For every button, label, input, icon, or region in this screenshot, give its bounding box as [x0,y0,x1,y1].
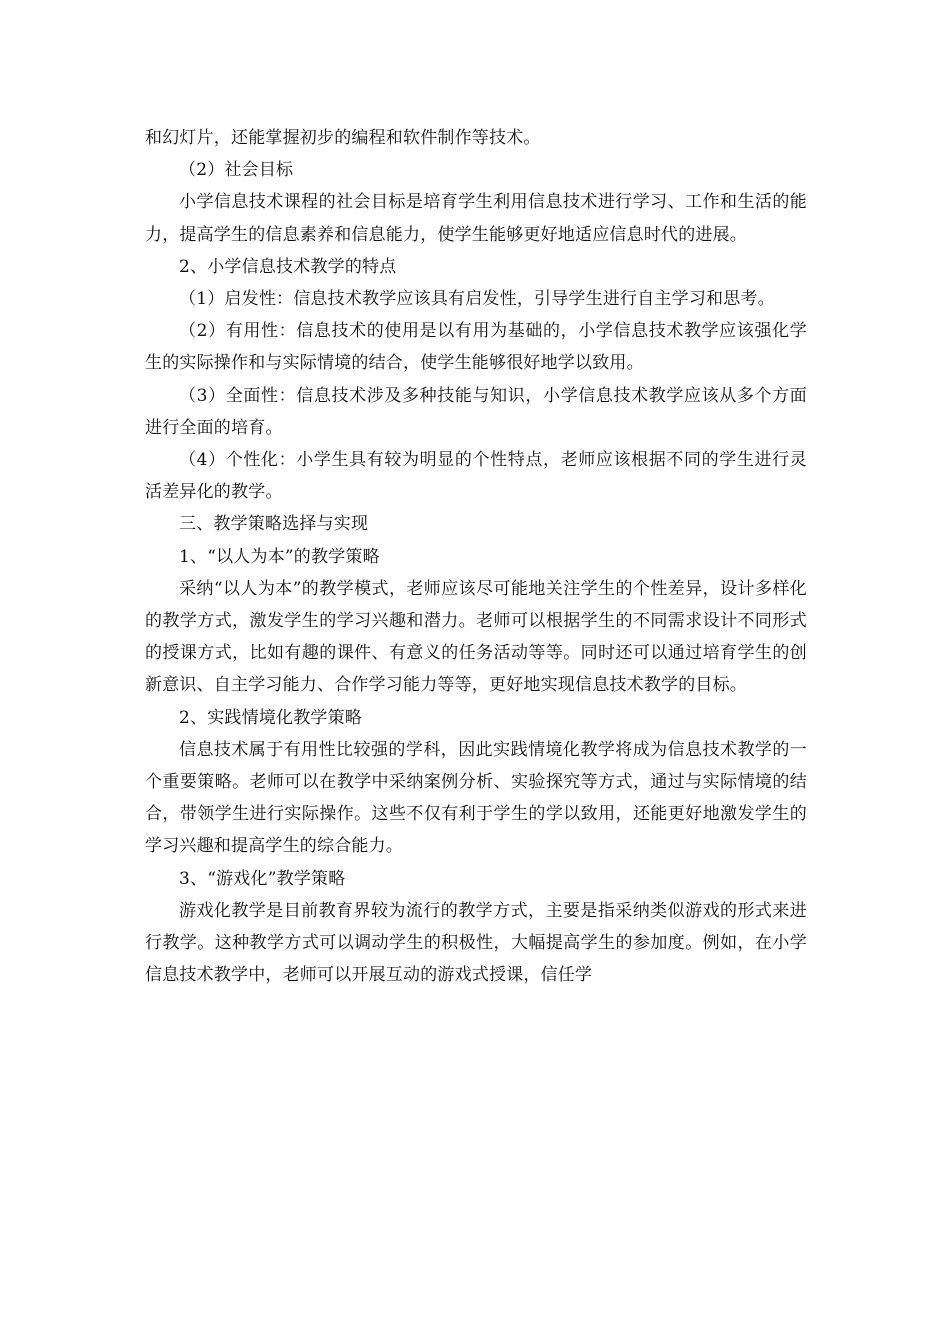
section-heading-strategy: 三、教学策略选择与实现 [179,514,369,535]
section-heading-practice-situational: 2、实践情境化教学策略 [179,707,363,728]
section-heading-people-oriented: 1、“以人为本”的教学策略 [179,546,380,567]
paragraph-gamification: 游戏化教学是目前教育界较为流行的教学方式，主要是指采纳类似游戏的形式来进行教学。这种教学方式可以调动学生的积极性，大幅提高学生的参加度。例如，在小学信息技术教学中，老师可以开展互动的游戏式授课，信任学 [145,900,807,986]
paragraph-social-goal: 小学信息技术课程的社会目标是培育学生利用信息技术进行学习、工作和生活的能力，提高学生的信息素养和信息能力，使学生能够更好地适应信息时代的进展。 [145,192,807,245]
paragraph-people-oriented: 采纳“以人为本”的教学模式，老师应该尽可能地关注学生的个性差异，设计多样化的教学方式，激发学生的学习兴趣和潜力。老师可以根据学生的不同需求设计不同形式的授课方式，比如有趣的课件、有意义的任务活动等等。同时还可以通过培育学生的创新意识、自主学习能力、合作学习能力等等，更好地实现信息技术教学的目标。 [145,578,807,696]
section-heading-teaching-features: 2、小学信息技术教学的特点 [179,256,397,277]
paragraph-continuation: 和幻灯片，还能掌握初步的编程和软件制作等技术。 [145,128,541,148]
document-page [145,122,807,991]
paragraph-feature-personalized: （4）个性化：小学生具有较为明显的个性特点，老师应该根据不同的学生进行灵活差异化的教学。 [145,450,807,503]
paragraph-feature-comprehensive: （3）全面性：信息技术涉及多种技能与知识，小学信息技术教学应该从多个方面进行全面的培育。 [145,385,807,438]
paragraph-feature-practical: （2）有用性：信息技术的使用是以有用为基础的，小学信息技术教学应该强化学生的实际操作和与实际情境的结合，使学生能够很好地学以致用。 [145,321,807,374]
paragraph-feature-inspiring: （1）启发性：信息技术教学应该具有启发性，引导学生进行自主学习和思考。 [179,289,775,310]
section-heading-gamification: 3、“游戏化”教学策略 [179,868,346,889]
paragraph-practice-situational: 信息技术属于有用性比较强的学科，因此实践情境化教学将成为信息技术教学的一个重要策略。老师可以在教学中采纳案例分析、实验探究等方式，通过与实际情境的结合，带领学生进行实际操作。这些不仅有利于学生的学以致用，还能更好地激发学生的学习兴趣和提高学生的综合能力。 [145,739,807,857]
section-heading-social-goal: （2）社会目标 [179,160,294,181]
